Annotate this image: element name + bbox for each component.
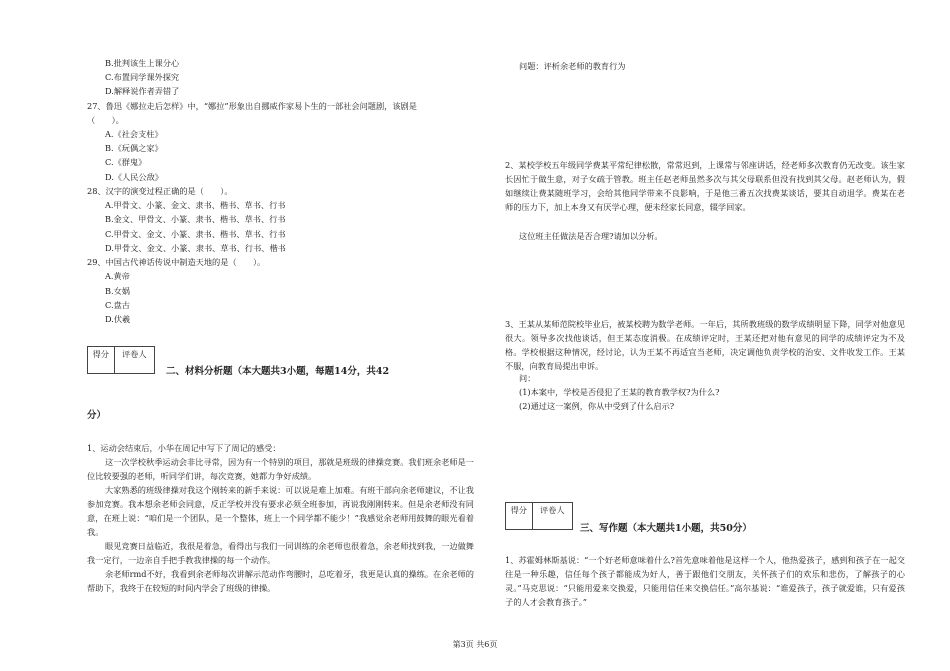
left-line: C.布置同学课外探究 bbox=[105, 72, 180, 82]
q3-ask-label: 问： bbox=[519, 373, 536, 383]
left-line: C.盘古 bbox=[105, 300, 130, 310]
section3-title: 三、写作题（本大题共1小题，共50分） bbox=[580, 523, 752, 534]
reviewer-label: 评卷人 bbox=[540, 505, 565, 515]
left-line: B.金文、甲骨文、小篆、隶书、楷书、草书、行书 bbox=[105, 214, 286, 224]
left-line: （ ）。 bbox=[87, 115, 124, 125]
left-line: 29、中国古代神话传说中制造天地的是（ ）。 bbox=[87, 257, 266, 267]
w1-text: 1、苏霍姆林斯基说：“一个好老师意味着什么?首先意味着他是这样一个人，他热爱孩子，感到和孩子在一起交往是一种乐趣，信任每个孩子都能成为好人，善于跟他们交朋友，关怀孩子们的欢乐和悲伤，了解孩子的心灵。”马克思说：“只能用爱来交换爱，只能用信任来交换信任。”高尔基说：“谁爱孩子，孩子就爱谁，只有爱孩子的人才会教育孩子。” bbox=[505, 555, 905, 607]
left-line: B.《玩偶之家》 bbox=[105, 143, 163, 153]
left-line: B.女娲 bbox=[105, 286, 130, 296]
left-line: B.批判该生上课分心 bbox=[105, 58, 180, 68]
reviewer-label: 评卷人 bbox=[122, 349, 147, 359]
q1-para1: 这一次学校秋季运动会非比寻常，因为有一个特别的项目，那就是班级的律操竞赛。我们班余老师是一位比较要强的老师，听同学们讲，每次竞赛，她都力争好成绩。 bbox=[87, 457, 474, 481]
q1-intro: 1、运动会结束后，小华在周记中写下了周记的感受： bbox=[87, 443, 281, 453]
question-line: 问题：评析余老师的教育行为 bbox=[519, 61, 626, 71]
score-label: 得分 bbox=[88, 347, 115, 373]
left-line: D.甲骨文、金文、小篆、隶书、草书、行书、楷书 bbox=[105, 243, 286, 253]
left-line: D.伏羲 bbox=[105, 314, 131, 324]
left-line: C.甲骨文、金文、小篆、隶书、楷书、草书、行书 bbox=[105, 229, 286, 239]
left-line: 27、鲁迅《娜拉走后怎样》中，“娜拉”形象出自挪威作家易卜生的一部社会问题剧，该剧是 bbox=[87, 101, 417, 111]
q1-para4: 余老师rmd不好，我看到余老师每次讲解示范动作弯腰时，总吃着牙，我更是认真的操练。在余老师的帮助下，我终于在较短的时间内学会了班级的律操。 bbox=[87, 569, 474, 593]
score-label: 得分 bbox=[506, 503, 533, 529]
q3-ask-1: (1)本案中，学校是否侵犯了王某的教育教学权?为什么? bbox=[519, 387, 720, 397]
q3-text: 3、王某从某师范院校毕业后，被某校聘为数学老师。一年后，其所教班级的数学成绩明显下降，同学对他意见很大。领导多次找他谈话，但王某态度消极。在成绩评定时，王某还把对他有意见的同学的成绩评定为不及格。学校根据这种情况，经讨论，认为王某不再适宜当老师，决定调他负责学校的治安、文件收发工作。王某不服，向教育局提出申诉。 bbox=[505, 319, 905, 371]
left-line: D.解释说作者弄错了 bbox=[105, 86, 180, 96]
section2-title-cont: 分） bbox=[87, 410, 107, 421]
left-line: A.黄帝 bbox=[105, 271, 130, 281]
left-line: C.《群鬼》 bbox=[105, 157, 147, 167]
score-box-left bbox=[87, 346, 155, 374]
left-line: A.《社会支柱》 bbox=[105, 129, 163, 139]
q2-text: 2、某校学校五年级同学费某平常纪律松散，常常迟到，上课常与邻座讲话，经老师多次教育仍无改变。该生家长因忙于做生意，对子女疏于管教。班主任赵老师虽然多次与其父母联系但没有找到其父母。赵老师认为，假如继续让费某随班学习，会给其他同学带来不良影响，于是他三番五次找费某谈话，要其自动退学。费某在老师的压力下，加上本身又有厌学心理，便未经家长同意，辍学回家。 bbox=[505, 160, 905, 212]
left-line: 28、汉字的演变过程正确的是（ ）。 bbox=[87, 186, 233, 196]
q1-para2: 大家熟悉的班级律操对我这个刚转来的新手来说：可以说是难上加难。有班干部向余老师建议，不让我参加竞赛。我本想余老师会同意，反正学校并没有要求必须全班参加，再说我刚刚转来。但是余老师没有同意，在班上说：“咱们是一个团队，是一个整体，班上一个同学都不能少！”我感觉余老师用鼓舞的眼光看着我。 bbox=[87, 485, 474, 537]
section2-title: 二、材料分析题（本大题共3小题，每题14分，共42 bbox=[166, 366, 390, 377]
q2-ask: 这位班主任做法是否合理?请加以分析。 bbox=[519, 231, 663, 241]
q1-para3: 眼见竞赛日益临近，我很是着急，看得出与我们一同训练的余老师也很着急，余老师找到我，一边做舞我一定行，一边亲自手把手教我律操的每一个动作。 bbox=[87, 541, 474, 565]
left-line: A.甲骨文、小篆、金文、隶书、楷书、草书、行书 bbox=[105, 200, 286, 210]
q3-ask-2: (2)通过这一案例，你从中受到了什么启示? bbox=[519, 401, 675, 411]
left-line: D.《人民公敌》 bbox=[105, 172, 163, 182]
score-box-right bbox=[505, 502, 573, 530]
page-footer: 第3页 共6页 bbox=[452, 640, 498, 649]
